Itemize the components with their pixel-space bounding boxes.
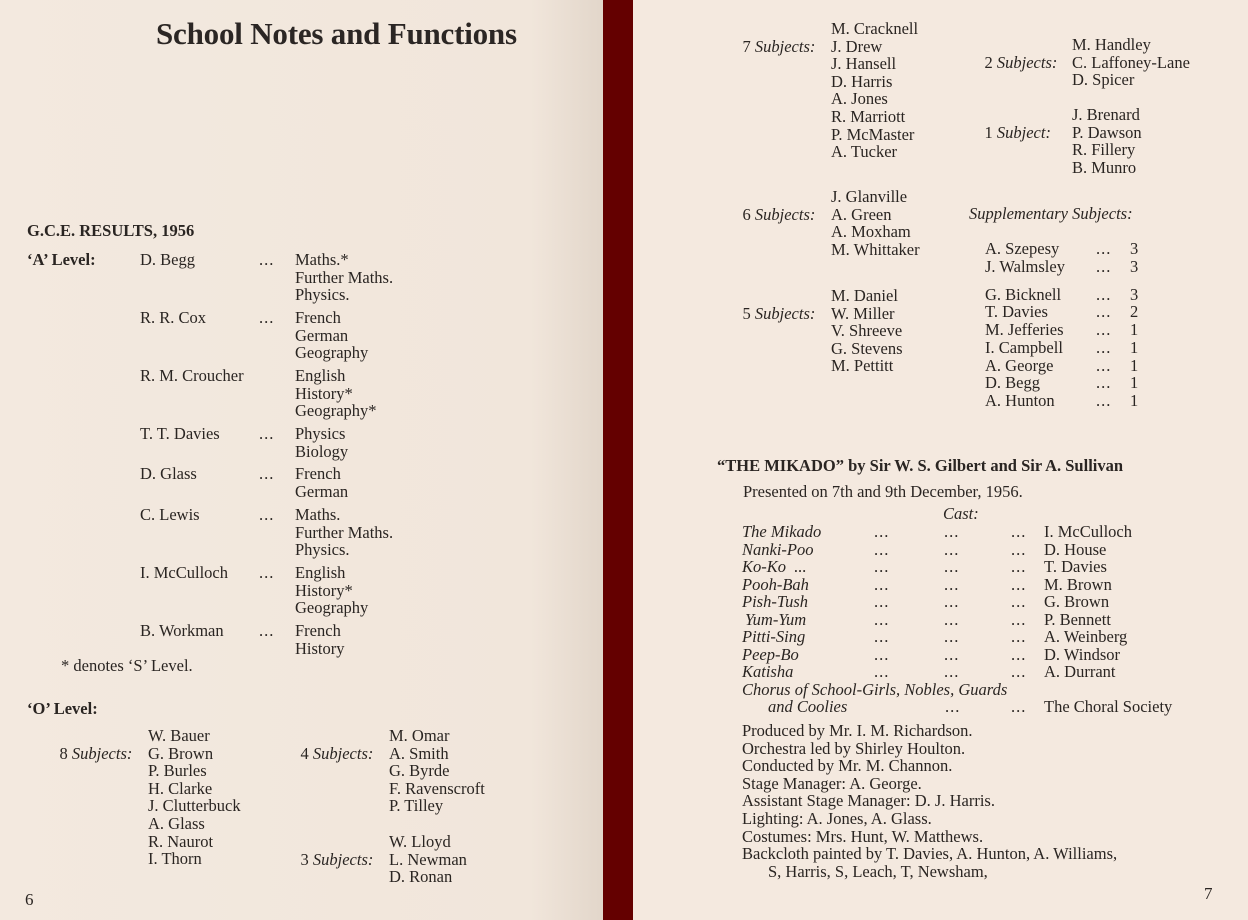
list-item: Stage Manager: A. George. [742, 773, 922, 793]
o-level-group-8-names [148, 727, 241, 868]
chorus-actor: The Choral Society [1044, 697, 1173, 716]
left-page [0, 0, 603, 920]
leader-dots: ... [1096, 391, 1112, 410]
cast-role: Pish-Tush [742, 592, 809, 611]
supplementary-count: 1 [1130, 373, 1139, 392]
student-name: D. Glass [140, 464, 197, 483]
supplementary-name: G. Bicknell [985, 285, 1062, 304]
subject: Maths.* [295, 250, 349, 269]
chorus-dots-1: ... [945, 697, 961, 716]
leader-dots: ... [1011, 627, 1027, 646]
subject: Further Maths. [295, 267, 394, 287]
cast-role: Yum-Yum [745, 609, 807, 629]
list-item: Assistant Stage Manager: D. J. Harris. [742, 791, 995, 811]
leader-dots: ... [874, 557, 890, 576]
page-number-left: 6 [25, 890, 34, 909]
leader-dots: ... [1096, 285, 1112, 304]
cast-actor: A. Durrant [1044, 662, 1116, 681]
leader-dots: ... [1011, 609, 1027, 629]
subject: Maths. [295, 505, 341, 524]
cast-role: Pooh-Bah [742, 574, 809, 594]
supplementary-name: A. Szepesy [985, 239, 1060, 258]
list-item: A. Moxham [831, 222, 911, 242]
leader-dots: ... [944, 609, 960, 629]
leader-dots: ... [1096, 338, 1112, 357]
supplementary-count: 3 [1130, 239, 1139, 258]
list-item: D. Ronan [389, 867, 453, 887]
leader-dots: ... [259, 250, 275, 269]
supplementary-count: 3 [1130, 285, 1139, 304]
leader-dots: ... [944, 592, 960, 611]
cast-role: The Mikado [742, 522, 822, 541]
subject: History* [295, 383, 353, 403]
subject: German [295, 325, 349, 345]
o-level-group-2-names [1072, 36, 1190, 89]
cast-role: Ko-Ko ... [742, 557, 807, 576]
subject-label: Subjects: [754, 204, 816, 224]
subject-count: 8 [59, 743, 68, 763]
leader-dots: ... [259, 505, 275, 524]
supplementary-name: D. Begg [985, 373, 1040, 392]
a-level-label: ‘A’ Level: [27, 250, 96, 269]
cast-actor: I. McCulloch [1044, 522, 1132, 541]
page-number-right: 7 [1204, 884, 1213, 903]
subject: English [295, 366, 346, 385]
list-item: M. Omar [389, 726, 450, 745]
subject-list [295, 622, 345, 657]
o-level-group-4-label [284, 727, 373, 780]
supplementary-name: M. Jefferies [985, 320, 1064, 339]
leader-dots: ... [259, 563, 275, 582]
list-item: M. Whittaker [831, 239, 920, 259]
list-item: R. Fillery [1072, 140, 1136, 160]
leader-dots: ... [944, 539, 960, 559]
list-item: G. Byrde [389, 761, 450, 781]
list-item: M. Handley [1072, 35, 1151, 54]
o-level-group-5-label [726, 287, 815, 340]
list-item: J. Hansell [831, 54, 897, 74]
supplementary-name: J. Walmsley [985, 257, 1065, 276]
list-item: L. Newman [389, 849, 467, 869]
list-item: C. Laffoney-Lane [1072, 52, 1190, 72]
supplementary-name: I. Campbell [985, 338, 1063, 357]
subject-list [295, 465, 348, 500]
leader-dots: ... [874, 609, 890, 629]
right-page [633, 0, 1248, 920]
subject-list [295, 506, 393, 559]
leader-dots: ... [1096, 257, 1112, 276]
subject-list [295, 425, 348, 460]
subject-label: Subjects: [754, 36, 816, 56]
mikado-presented: Presented on 7th and 9th December, 1956. [743, 482, 1023, 501]
supplementary-count: 1 [1130, 320, 1139, 339]
leader-dots: ... [944, 627, 960, 646]
list-item: W. Bauer [148, 726, 210, 745]
subject-label: Subject: [996, 122, 1051, 142]
leader-dots: ... [874, 662, 890, 681]
subject-label: Subjects: [312, 849, 374, 869]
leader-dots: ... [874, 539, 890, 559]
subject-count: 5 [742, 303, 751, 323]
supplementary-name: T. Davies [985, 302, 1048, 321]
list-item: A. Smith [389, 743, 449, 763]
list-item: Lighting: A. Jones, A. Glass. [742, 808, 932, 828]
supplementary-name: A. George [985, 356, 1054, 375]
cast-actor: G. Brown [1044, 592, 1110, 611]
leader-dots: ... [944, 574, 960, 594]
subject-list [295, 367, 377, 420]
subject-label: Subjects: [996, 52, 1058, 72]
leader-dots: ... [944, 644, 960, 664]
list-item: P. Burles [148, 761, 207, 781]
subject: History* [295, 580, 353, 600]
o-level-group-6-label [726, 188, 815, 241]
list-item: P. Tilley [389, 796, 444, 816]
leader-dots: ... [1096, 356, 1112, 375]
leader-dots: ... [259, 308, 275, 327]
student-name: R. M. Croucher [140, 366, 244, 385]
subject: Physics [295, 424, 346, 443]
list-item: R. Naurot [148, 831, 214, 851]
cast-actor: A. Weinberg [1044, 627, 1128, 646]
list-item: P. Dawson [1072, 122, 1142, 142]
o-level-group-8-label [43, 727, 132, 780]
leader-dots: ... [1096, 373, 1112, 392]
list-item: Costumes: Mrs. Hunt, W. Matthews. [742, 826, 984, 846]
o-level-group-7-names [831, 20, 918, 161]
list-item: D. Harris [831, 71, 893, 91]
leader-dots: ... [1011, 539, 1027, 559]
supplementary-count: 2 [1130, 302, 1139, 321]
subject-list [295, 309, 368, 362]
subject-count: 3 [300, 849, 309, 869]
credits-continuation: S, Harris, S, Leach, T, Newsham, [768, 862, 988, 881]
o-level-group-3-names [389, 833, 467, 886]
subject: Physics. [295, 540, 350, 560]
subject: Further Maths. [295, 522, 394, 542]
list-item: Backcloth painted by T. Davies, A. Hunton, A. Williams, [742, 844, 1118, 864]
chorus-role-line1: Chorus of School-Girls, Nobles, Guards [742, 680, 1008, 699]
cast-actor: D. House [1044, 539, 1107, 559]
list-item: G. Brown [148, 743, 214, 763]
list-item: F. Ravenscroft [389, 778, 485, 798]
leader-dots: ... [259, 424, 275, 443]
o-level-group-7-label [726, 20, 815, 73]
list-item: M. Daniel [831, 286, 898, 305]
list-item: W. Miller [831, 303, 895, 323]
chorus-role-line2: and Coolies [768, 697, 848, 716]
o-level-group-5-names [831, 287, 903, 375]
subject-list [295, 564, 368, 617]
cast-role: Nanki-Poo [742, 539, 814, 559]
cast-actor: T. Davies [1044, 557, 1107, 576]
leader-dots: ... [1096, 302, 1112, 321]
list-item: A. Tucker [831, 142, 898, 162]
leader-dots: ... [944, 522, 960, 541]
list-item: V. Shreeve [831, 321, 903, 341]
student-name: C. Lewis [140, 505, 200, 524]
list-item: Conducted by Mr. M. Channon. [742, 756, 953, 776]
list-item: Orchestra led by Shirley Houlton. [742, 738, 966, 758]
o-level-group-1-names [1072, 106, 1142, 176]
cast-actor: M. Brown [1044, 574, 1112, 594]
mikado-heading: “THE MIKADO” by Sir W. S. Gilbert and Sir A. Sullivan [717, 456, 1124, 475]
o-level-group-1-label [968, 106, 1051, 159]
leader-dots: ... [1096, 239, 1112, 258]
subject-count: 4 [300, 743, 309, 763]
list-item: A. Green [831, 204, 892, 224]
cast-actor: P. Bennett [1044, 609, 1111, 629]
list-item: H. Clarke [148, 778, 213, 798]
list-item: M. Pettitt [831, 356, 894, 376]
leader-dots: ... [1096, 320, 1112, 339]
list-item: A. Glass [148, 813, 205, 833]
gce-heading: G.C.E. RESULTS, 1956 [27, 221, 195, 240]
leader-dots: ... [1011, 644, 1027, 664]
subject: Geography [295, 598, 369, 618]
subject-count: 1 [984, 122, 993, 142]
o-level-label: ‘O’ Level: [27, 699, 98, 718]
page-title: School Notes and Functions [156, 16, 517, 51]
supplementary-count: 1 [1130, 356, 1139, 375]
subject: Geography* [295, 401, 377, 421]
leader-dots: ... [874, 574, 890, 594]
list-item: M. Cracknell [831, 19, 919, 38]
subject: History [295, 638, 345, 658]
leader-dots: ... [1011, 592, 1027, 611]
supplementary-count: 1 [1130, 391, 1139, 410]
leader-dots: ... [1011, 522, 1027, 541]
leader-dots: ... [874, 592, 890, 611]
supplementary-count: 3 [1130, 257, 1139, 276]
list-item: J. Brenard [1072, 105, 1140, 124]
leader-dots: ... [1011, 557, 1027, 576]
cast-role: Pitti-Sing [742, 627, 806, 646]
o-level-group-4-names [389, 727, 485, 815]
student-name: R. R. Cox [140, 308, 207, 327]
subject-label: Subjects: [71, 743, 133, 763]
leader-dots: ... [944, 557, 960, 576]
list-item: W. Lloyd [389, 832, 451, 851]
subject: French [295, 308, 341, 327]
cast-actor: D. Windsor [1044, 644, 1121, 664]
leader-dots: ... [1011, 574, 1027, 594]
subject: English [295, 563, 346, 582]
student-name: B. Workman [140, 621, 224, 640]
o-level-group-3-label [284, 833, 373, 886]
leader-dots: ... [944, 662, 960, 681]
book-spine [603, 0, 633, 920]
supplementary-count: 1 [1130, 338, 1139, 357]
subject-label: Subjects: [312, 743, 374, 763]
leader-dots: ... [1011, 662, 1027, 681]
subject-count: 2 [984, 52, 993, 72]
leader-dots: ... [259, 464, 275, 483]
supplementary-heading: Supplementary Subjects: [969, 204, 1133, 223]
list-item: R. Marriott [831, 106, 906, 126]
a-level-footnote: * denotes ‘S’ Level. [61, 656, 193, 675]
subject: French [295, 464, 341, 483]
subject: French [295, 621, 341, 640]
list-item: Produced by Mr. I. M. Richardson. [742, 721, 973, 740]
subject: Biology [295, 441, 349, 461]
list-item: G. Stevens [831, 338, 903, 358]
o-level-group-6-names [831, 188, 920, 258]
subject-count: 6 [742, 204, 751, 224]
leader-dots: ... [874, 627, 890, 646]
cast-role: Peep-Bo [742, 644, 799, 664]
supplementary-name: A. Hunton [985, 391, 1055, 410]
student-name: T. T. Davies [140, 424, 220, 443]
student-name: D. Begg [140, 250, 195, 269]
subject-list [295, 251, 393, 304]
list-item: J. Clutterbuck [148, 796, 241, 816]
leader-dots: ... [874, 644, 890, 664]
leader-dots: ... [259, 621, 275, 640]
o-level-group-2-label [968, 36, 1057, 89]
list-item: B. Munro [1072, 157, 1137, 177]
cast-role: Katisha [742, 662, 794, 681]
subject: Geography [295, 343, 369, 363]
list-item: I. Thorn [148, 849, 202, 869]
list-item: D. Spicer [1072, 70, 1135, 90]
subject-label: Subjects: [754, 303, 816, 323]
chorus-dots-2: ... [1011, 697, 1027, 716]
subject: Physics. [295, 285, 350, 305]
subject-count: 7 [742, 36, 751, 56]
list-item: P. McMaster [831, 124, 915, 144]
production-credits [742, 722, 1117, 863]
list-item: J. Drew [831, 36, 883, 56]
leader-dots: ... [874, 522, 890, 541]
list-item: J. Glanville [831, 187, 908, 206]
list-item: A. Jones [831, 89, 888, 109]
subject: German [295, 481, 349, 501]
cast-label: Cast: [943, 504, 979, 523]
student-name: I. McCulloch [140, 563, 228, 582]
